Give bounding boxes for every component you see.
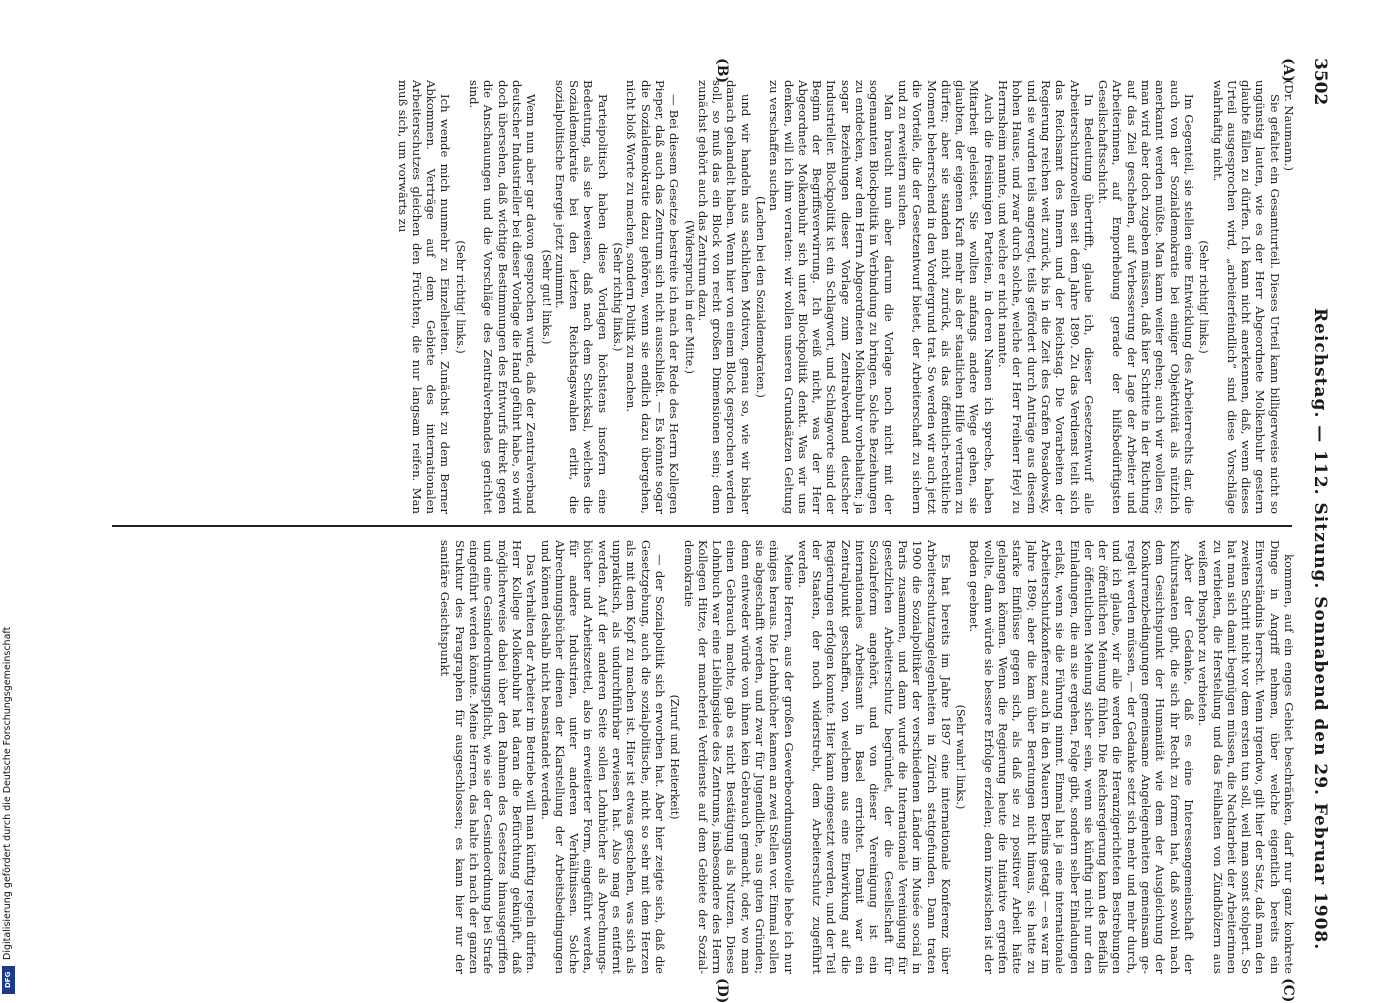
interjection: (Sehr gut! links.) <box>539 249 553 345</box>
interjection: (Widerspruch in der Mitte.) <box>682 220 696 374</box>
column-divider <box>112 525 1292 527</box>
margin-marker-a: (A) <box>1280 58 1296 83</box>
running-title: Reichstag. — 112. Sitzung. Sonnabend den 29. Februar 1908. <box>1310 308 1330 951</box>
left-column <box>106 80 1296 514</box>
interjection: (Zuruf und Heiterkeit) <box>668 694 682 820</box>
printed-page <box>60 58 1330 1003</box>
paragraph: Sie gefaltet ein Gesamturteil. Dieses Urteil kann billigerweise nicht so ungünstig lauten, wie es der Herr Abgeordnete Molkenbuhr gestern glaubte fällen zu dürfen. Ich kann nicht anerkennen, daß, wenn dieses Urteil ausgesprochen wird, „arbeiterfeindlich“ sind diese Vorschläge wahrhaftig nicht. <box>1210 80 1282 514</box>
paragraph: Das Verhalten der Arbeiter im Betriebe will man künftig regeln dürfen. Herr Kollege Molkenbuhr hat daran die Befürchtung geknüpft, daß möglicherweise dabei über den Rahmen des Gesetzes hinausgegriffen und eine Gesindeordnungspflicht, wie sie der Gesindeordnung bei Strafe eingeführt werden könnte. Meine Herren, das halte ich nach der ganzen Struktur des Paragraphen für ausgeschlossen; es kann hier nur der sanitäre Gesichtspunkt <box>438 540 539 974</box>
paragraph: Auch die freisinnigen Parteien, in deren Namen ich spreche, haben Mitarbeit geleistet. Sie wollten anfangs andere Wege gehen, sie glaubten, der eigenen Kraft mehr als der staatlichen Hilfe vertrauen zu dürfen; aber sie standen nicht zurück, als das öffentlich-rechtliche Moment beherrschend in den Vordergrund trat. So werden wir auch jetzt die Vorteile, die der Gesetzentwurf bietet, der Arbeiterschaft zu sichern und zu erweitern suchen. <box>895 80 996 514</box>
interjection: (Sehr richtig! links.) <box>453 240 467 354</box>
running-header <box>1304 58 1330 998</box>
paragraph: Parteipolitisch haben diese Vorlagen höchstens insofern eine Bedeutung, als sie beweisen, daß nach dem Schicksal, welches die Sozialdemokratie bei den letzten Reichstagswahlen erlitt, die sozialpolitische Energie jetzt zunimmt. <box>552 80 610 514</box>
paragraph: Ich wende mich nunmehr zu Einzelheiten. Zunächst zu dem Berner Abkommen. Verträge auf dem Gebiete des internationalen Arbeiterschutzes gleichen den Früchten, die nur langsam reifen. Man muß sich, um vorwärts zu <box>395 80 453 514</box>
paragraph: Meine Herren, aus der großen Gewerbeordnungsnovelle hebe ich nur einiges heraus. Die Lohnbücher kamen an zwei Stellen vor. Einmal sollen sie abgeschafft werden, und zwar für Jugendliche, aus guten Gründen; denn entweder würde von ihnen kein Gebrauch gemacht, oder, wo man einen Gebrauch machte, gab es nicht Bestätigung als Nutzen. Dieses Lohnbuch war eine Lieblingsidee des Zentrums, insbesondere des Herrn Kollegen Hitze, der mancherlei Verdienste auf dem Gebiete der Sozialdemokratie <box>681 540 796 974</box>
paragraph: Aber der Gedanke, daß es eine Interessengemeinschaft der Kulturstaaten gibt, die sich ihr Recht zu formen hat, daß sowohl nach dem Gesichtspunkt der Humanität wie dem der Ausgleichung der Konkurrenzbedingungen gemeinsame Angelegenheiten gemeinsam geregelt werden müssen, — der Gedanke setzt sich mehr und mehr durch, und ich glaube, wir alle werden die Heranzigerichteten Bestrebungen der öffentlichen Meinung fühlen. Die Reichsregierung kann des Beifalls der öffentlichen Meinung sicher sein, wenn sie künftig nicht nur den Einladungen, die an sie ergehen, Folge gibt, sondern selber Einladungen erlaßt, wenn sie die Führung nimmt. Einmal hat ja eine internationale Arbeiterschutzkonferenz auch in den Mauern Berlins getagt — es war im Jahre 1890; aber die kam über Beratungen nicht hinaus, sie hatte zu starke Einflüsse gegen sich, als daß sie zu positiver Arbeit hätte gelangen können. Wenn die Regierung heute die Initiative ergreifen wollte, dann würde sie bessere Erfolge erzielen; denn inzwischen ist der Boden geebnet. <box>967 540 1196 974</box>
paragraph: — der Sozialpolitik sich erworben hat. Aber hier zeigte sich, daß die Gesetzgebung, auch die sozialpolitische, nicht so sehr mit dem Herzen als mit dem Kopf zu machen ist. Hier ist etwas geschehen, was sich als unpraktisch, als undurchführbar erwiesen hat. Also mag es entfernt werden. Auf der anderen Seite sollen Lohnbücher als Abrechnungsbücher und Arbeitszettel, also in erweiterter Form, eingeführt werden, für andere Industrien, unter anderen Verhältnissen. Solche Abrechnungsbücher dienen der Klarstellung der Arbeitsbedingungen und können deshalb nicht beanstandet werden. <box>538 540 667 974</box>
paragraph: kommen, auf ein enges Gebiet beschränken, darf nur ganz konkrete Dinge in Angriff nehmen, über welche eigentlich bereits ein Einverständnis herrscht. Wenn irgendwo, gilt hier der Satz, daß man den zweiten Schritt nicht vor dem ersten tun soll, weil man sonst stolpert. So hat man sich damit begnügen müssen, die Nachtarbeit der Arbeiterinnen zu verbieten, die Herstellung und das Feilhalten von Zündhölzern aus weißem Phosphor zu verbieten. <box>1196 540 1296 974</box>
digitization-credit: Digitalisierung gefördert durch die Deutsche Forschungsgemeinschaft <box>2 626 13 960</box>
interjection: (Sehr richtig links.) <box>611 242 625 352</box>
margin-marker-c: (C) <box>1280 978 1296 1003</box>
right-column <box>106 540 1296 974</box>
paragraph: und wir handeln aus sachlichen Motiven, genau so, wie wir bisher danach gehandelt haben. Wenn hier von einem Block gesprochen werden soll, so muß das ein Block von recht großen Dimensionen sein; denn zunächst gehört auch das Zentrum dazu. <box>695 80 753 514</box>
paragraph: — Bei diesem Gesetze bestreite ich nach der Rede des Herrn Kollegen Pieper, daß auch das Zentrum sich nicht ausschließt. — Es könnte sogar die Sozialdemokratie dazu gehören, wenn sie endlich dazu übergehen, nicht bloß Worte zu machen, sondern Politik zu machen. <box>624 80 682 514</box>
dfg-logo: DFG <box>2 966 15 994</box>
interjection: (Sehr wahr! links.) <box>954 704 968 810</box>
speaker-label: (Dr. Naumann.) <box>1282 80 1296 172</box>
interjection: (Sehr richtig! links.) <box>1197 240 1211 354</box>
paragraph: Es hat bereits im Jahre 1897 eine internationale Konferenz über Arbeiterschutzangelegenheiten in Zürich stattgefunden. Dann traten 1900 die Sozialpolitiker der verschiedenen Länder im Musée social in Paris zusammen, und dann wurde die Internationale Vereinigung für gesetzlichen Arbeiterschutz begründet, der die Gesellschaft für Sozialreform angehört, und von dieser Vereinigung ist ein internationales Arbeitsamt in Basel errichtet. Damit war ein Zentralpunkt geschaffen, von welchem aus eine Einwirkung auf die Regierungen erfolgen konnte. Hier kann eingesetzt werden, und der Teil der Staaten, der noch widerstrebt, dem Arbeiterschutz zugeführt werden. <box>795 540 953 974</box>
interjection: (Lachen bei den Sozialdemokraten.) <box>754 196 768 398</box>
paragraph: Im Gegenteil, sie stellen eine Entwicklung des Arbeiterrechts dar, die auch von der Sozialdemokratie bei einiger Objektivität als nützlich anerkannt werden müßte. Man kann weiter gehen; auch wir wollen es; man wird aber doch zugeben müssen, daß hier Schritte in der Richtung auf das Ziel geschehen, auf Verbesserung der Lage der Arbeiter und Arbeiterinnen, auf Emporhebung gerade der hilfsbedürftigsten Gesellschaftsschicht. <box>1096 80 1196 514</box>
margin-marker-d: (D) <box>714 978 730 1003</box>
page-number: 3502 <box>1310 58 1330 106</box>
paragraph: In Bedeutung übertrifft, glaube ich, dieser Gesetzentwurf alle Arbeiterschutznovellen seit dem Jahre 1890. Zu das Verdienst teilt sich das Reichsamt des Innern und der Reichstag. Die Vorarbeiten der Regierung reichen weit zurück, bis in die Zeit des Grafen Posadowsky, und sie wurden teils angeregt, teils gefördert durch Anträge aus diesem hohen Hause, und zwar durch solche, welche der Herr Freiherr Heyl zu Herrnsheim nannte, und welche er nicht nannte. <box>996 80 1096 514</box>
paragraph: Man braucht nun aber darum die Vorlage noch nicht mit der sogenannten Blockpolitik in Verbindung zu bringen. Solche Beziehungen zu entdecken, war dem Herrn Abgeordneten Molkenbuhr vorbehalten; ja sogar Beziehungen dieser Vorlage zum Zentralverband deutscher Industrieller. Blockpolitik ist ein Schlagwort, und Schlagworte sind der Beginn der Begriffsverwirrung. Ich weiß nicht, was der Herr Abgeordnete Molkenbuhr sich unter Blockpolitik denkt. Was wir uns denken, will ich ihm verraten: wir wollen unseren Grundsätzen Geltung zu verschaffen suchen <box>767 80 896 514</box>
margin-marker-b: (B) <box>714 58 730 84</box>
paragraph: Wenn nun aber gar davon gesprochen wurde, daß der Zentralverband deutscher Industrieller bei dieser Vorlage die Hand geführt habe, so wird doch übersehen, daß wichtige Bestimmungen des Entwurfs direkt gegen die Anschauungen und die Vorschläge des Zentralverbandes gerichtet sind. <box>467 80 539 514</box>
